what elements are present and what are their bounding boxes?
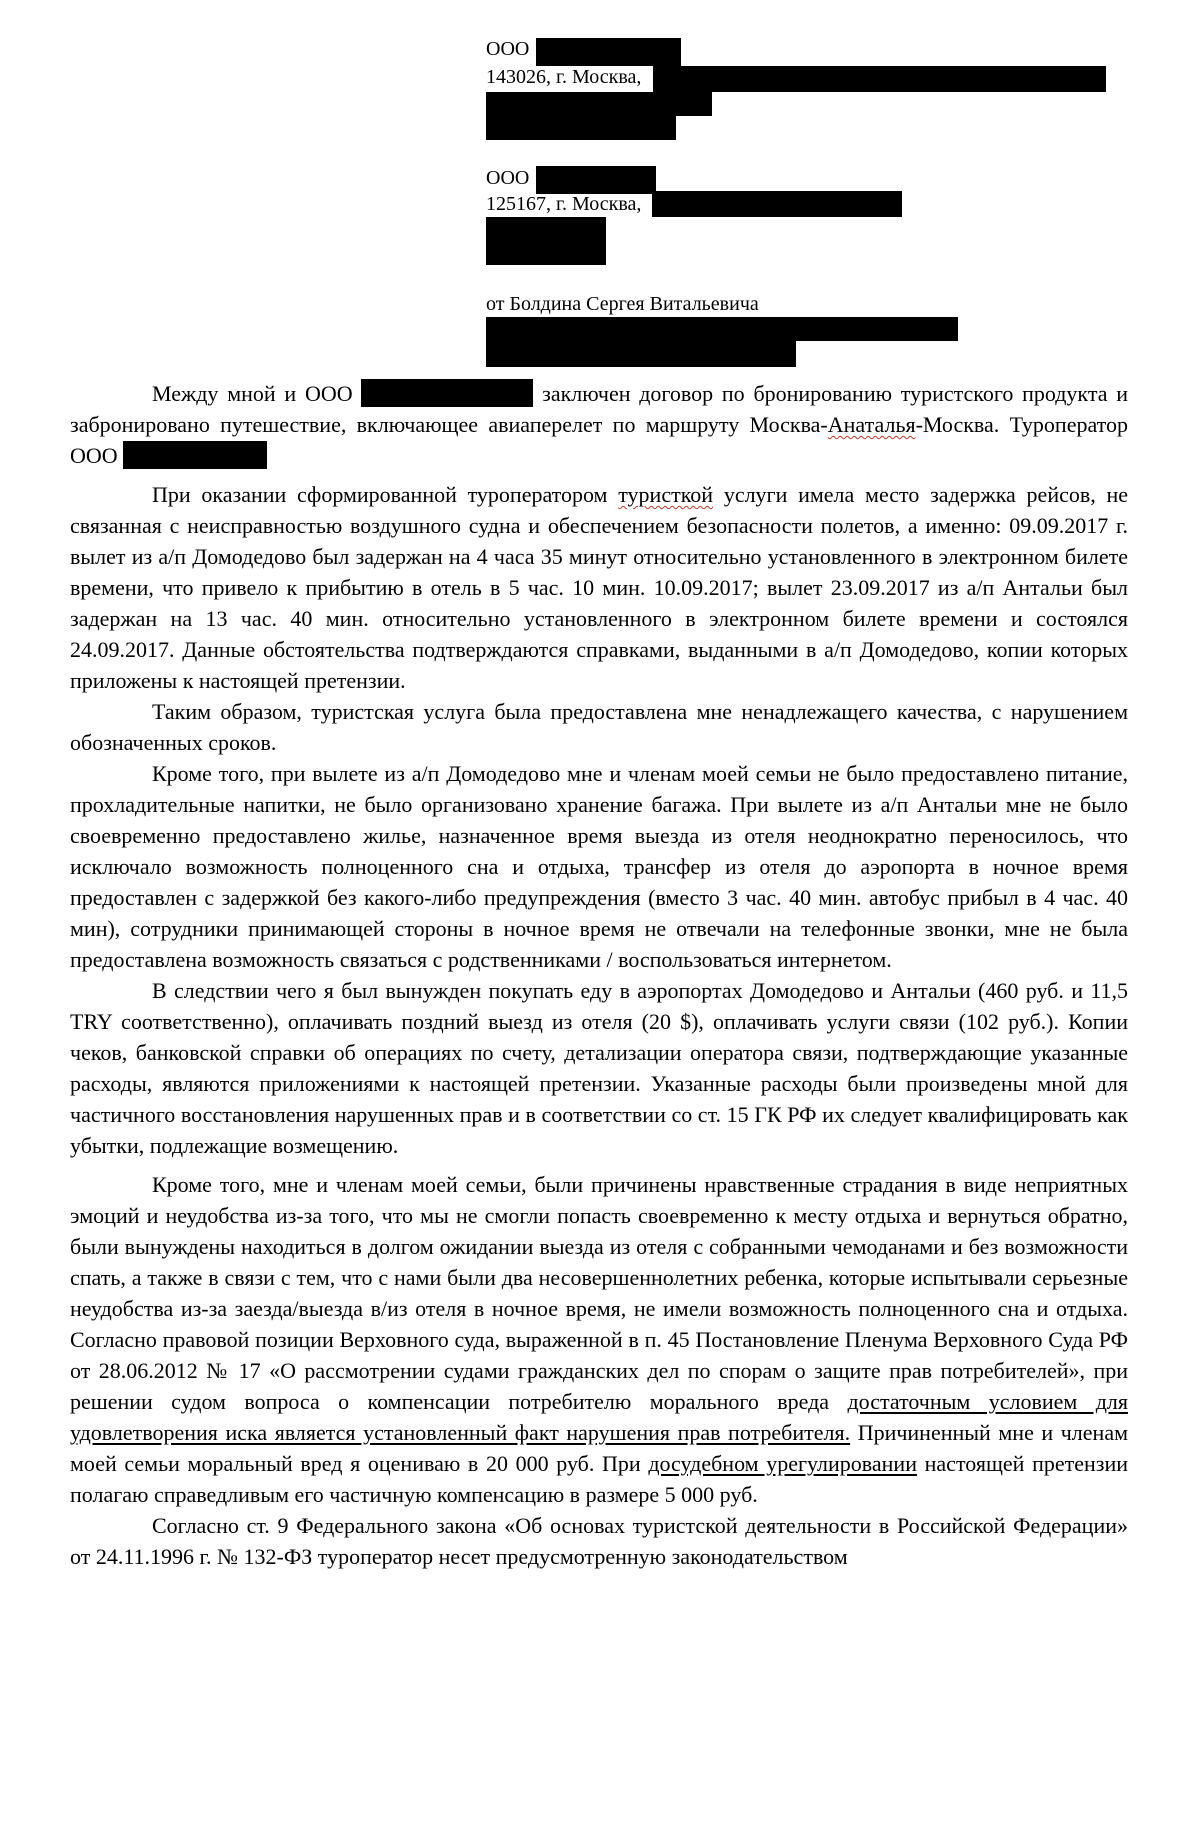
misspelled-word: туристкой bbox=[618, 482, 714, 507]
redaction-block bbox=[652, 191, 902, 217]
paragraph: Таким образом, туристская услуга была предоставлена мне ненадлежащего качества, с нарушением обозначенных сроков. bbox=[70, 699, 1128, 755]
redaction-block bbox=[486, 116, 676, 140]
text: Между мной и ООО bbox=[152, 381, 353, 406]
addressee2-company: ООО bbox=[486, 167, 530, 189]
text: Кроме того, мне и членам моей семьи, были причинены нравственные страдания в виде неприятных эмоций и неудобства из-за того, что мы не смогли попасть своевременно к месту отдыха и вернуться обратно, были вынуждены находиться в долгом ожидании выезда из отеля с собранными чемоданами и без возможности спать, а также в связи с тем, что с нами были два несовершеннолетних ребенка, которые испытывали серьезные неудобства из-за заезда/выезда в/из отеля в ночное время, не имели возможность полноценного сна и отдыха. Согласно правовой позиции Верховного суда, выраженной в п. 45 Постановление Пленума Верховного Суда РФ от 28.06.2012 № 17 «О рассмотрении судами гражданских дел по спорам о защите прав потребителей», при решении судом вопроса о компенсации потребителю морального вреда bbox=[70, 1172, 1128, 1414]
paragraph bbox=[70, 378, 1128, 471]
text: При оказании сформированной туроператором bbox=[152, 482, 608, 507]
redaction-block bbox=[361, 379, 533, 407]
redaction-block bbox=[536, 166, 656, 194]
paragraph bbox=[70, 1169, 1128, 1510]
paragraph: Согласно ст. 9 Федерального закона «Об основах туристской деятельности в Российской Федерации» от 24.11.1996 г. № 132-ФЗ туроператор несет предусмотренную законодательством bbox=[70, 1513, 1128, 1569]
redaction-block bbox=[486, 217, 606, 241]
redaction-block bbox=[536, 38, 681, 66]
redaction-block bbox=[486, 241, 606, 265]
addressee1-company: ООО bbox=[486, 38, 530, 60]
text: заключен договор по бронированию туристского продукта и забронировано путешествие, включающее авиаперелет по маршруту Москва- bbox=[70, 381, 1129, 437]
text: услуги имела место задержка рейсов, не связанная с неисправностью воздушного судна и обеспечением безопасности полетов, а именно: 09.09.2017 г. вылет из а/п Домодедово был задержан на 4 часа 35 минут относительно установленного в электронном билете времени, что привело к прибытию в отель в 5 час. 10 мин. 10.09.2017; вылет 23.09.2017 из а/п Антальи был задержан на 13 час. 40 мин. относительно установленного в электронном билете времени и состоялся 24.09.2017. Данные обстоятельства подтверждаются справками, выданными в а/п Домодедово, копии которых приложены к настоящей претензии. bbox=[70, 482, 1129, 693]
misspelled-word: Анаталья bbox=[827, 412, 916, 437]
paragraph: Кроме того, при вылете из а/п Домодедово мне и членам моей семьи не было предоставлено питание, прохладительные напитки, не было организовано хранение багажа. При вылете из а/п Антальи мне не было своевременно предоставлено жилье, назначенное время выезда из отеля неоднократно переносилось, что исключало возможность полноценного сна и отдыха, трансфер из отеля до аэропорта в ночное время предоставлен с задержкой без какого-либо предупреждения (вместо 3 час. 40 мин. автобус прибыл в 4 час. 40 мин), сотрудники принимающей стороны в ночное время не отвечали на телефонные звонки, мне не была предоставлена возможность связаться с родственниками / воспользоваться интернетом. bbox=[70, 761, 1128, 972]
letter-body bbox=[70, 378, 1128, 1572]
underlined-text: достаточным условием для удовлетворения иска является установленный факт нарушения прав потребителя. bbox=[70, 1389, 1129, 1445]
sender-line: от Болдина Сергея Витальевича bbox=[486, 293, 759, 315]
redaction-block bbox=[486, 317, 958, 341]
text: -Москва. Туроператор ООО bbox=[70, 412, 1128, 468]
addressee1-city: 143026, г. Москва, bbox=[486, 66, 642, 88]
redaction-block bbox=[486, 92, 712, 116]
redaction-block bbox=[653, 66, 1106, 92]
text: Причиненный мне и членам моей семьи моральный вред я оцениваю в 20 000 руб. При bbox=[70, 1420, 1129, 1476]
paragraph bbox=[70, 479, 1128, 696]
redaction-block bbox=[486, 341, 796, 367]
addressee2-city: 125167, г. Москва, bbox=[486, 193, 642, 215]
text: настоящей претензии полагаю справедливым его частичную компенсацию в размере 5 000 руб. bbox=[70, 1451, 1129, 1507]
redaction-block bbox=[123, 441, 267, 469]
paragraph: В следствии чего я был вынужден покупать еду в аэропортах Домодедово и Антальи (460 руб. и 11,5 TRY соответственно), оплачивать поздний выезд из отеля (20 $), оплачивать услуги связи (102 руб.). Копии чеков, банковской справки об операциях по счету, детализации оператора связи, подтверждающие указанные расходы, являются приложениями к настоящей претензии. Указанные расходы были произведены мной для частичного восстановления нарушенных прав и в соответствии со ст. 15 ГК РФ их следует квалифицировать как убытки, подлежащие возмещению. bbox=[70, 978, 1128, 1158]
underlined-text: досудебном урегулировании bbox=[648, 1451, 917, 1476]
